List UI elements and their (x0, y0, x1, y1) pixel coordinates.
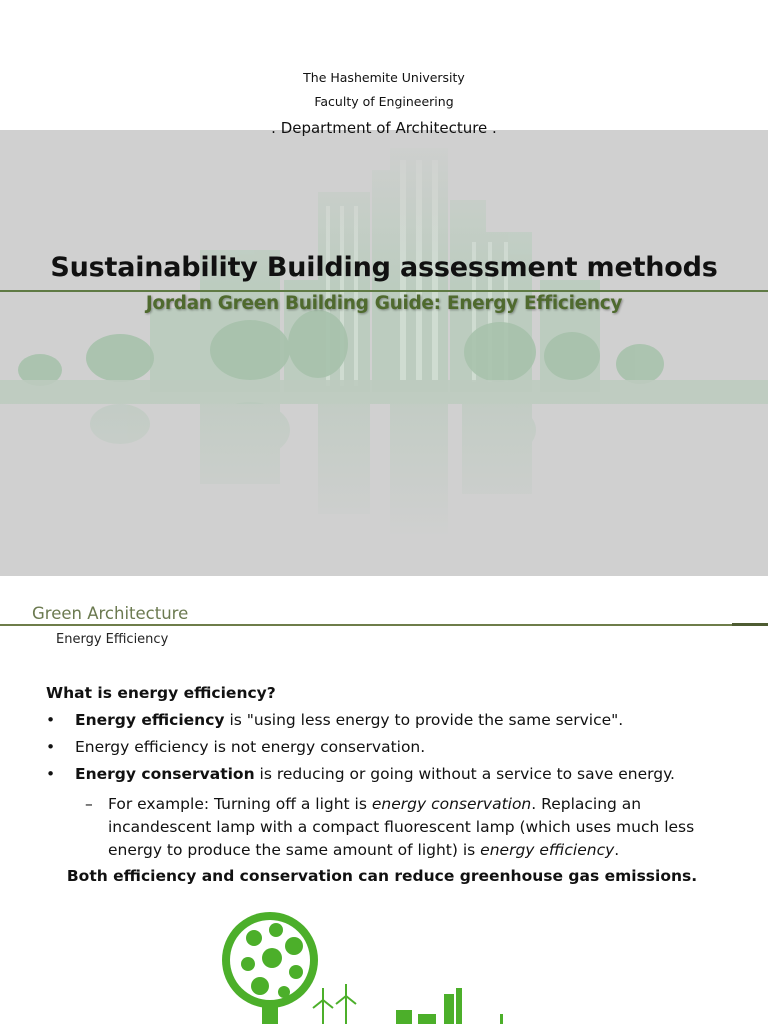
content-slide (0, 576, 768, 1024)
bullet-text: is reducing or going without a service to save energy. (254, 765, 675, 783)
university-name: The Hashemite University (303, 70, 465, 85)
example-emphasis-1: energy conservation (371, 795, 532, 813)
dash-icon: – (85, 795, 93, 813)
example-text-3: . (614, 841, 620, 859)
conclusion-text: Both efficiency and conservation can reduce greenhouse gas emissions. (66, 867, 698, 885)
hero-banner (0, 130, 768, 576)
section-header: Green Architecture (32, 604, 189, 623)
question-heading: What is energy efficiency? (46, 684, 276, 702)
bullet-icon: • (46, 711, 56, 729)
eco-lightbulb-icon (218, 904, 518, 1024)
slide-body (46, 684, 746, 885)
bullet-item (46, 711, 746, 738)
section-subheader: Energy Efficiency (56, 632, 169, 647)
example-text-2: . Replacing an incandescent lamp with a compact fluorescent lamp (which uses much less energy to produce the same amount of light) is (108, 795, 695, 859)
bullet-term: Energy conservation (75, 765, 255, 783)
title-divider (0, 290, 768, 292)
slide-subtitle: Jordan Green Building Guide: Energy Efficiency (145, 293, 623, 314)
bullet-item (46, 765, 746, 792)
bullet-text: Energy efficiency is not energy conservation. (75, 738, 426, 756)
bullet-item (46, 738, 746, 765)
bullet-icon: • (46, 738, 56, 756)
bullet-text: is "using less energy to provide the same service". (224, 711, 624, 729)
factory-icon (396, 988, 503, 1024)
example-subbullet (46, 793, 746, 862)
example-emphasis-2: energy efficiency (480, 841, 615, 859)
example-text-1: For example: Turning off a light is (108, 795, 372, 813)
bullet-term: Energy efficiency (75, 711, 225, 729)
bullet-icon: • (46, 765, 56, 783)
green-city-skyline-icon (0, 130, 768, 576)
header-divider-accent (732, 623, 768, 626)
wind-turbine-icon (313, 984, 356, 1024)
header-divider (0, 624, 768, 626)
slide-title: Sustainability Building assessment methods (50, 252, 718, 283)
department-name: . Department of Architecture . (271, 119, 497, 137)
faculty-name: Faculty of Engineering (314, 94, 454, 109)
